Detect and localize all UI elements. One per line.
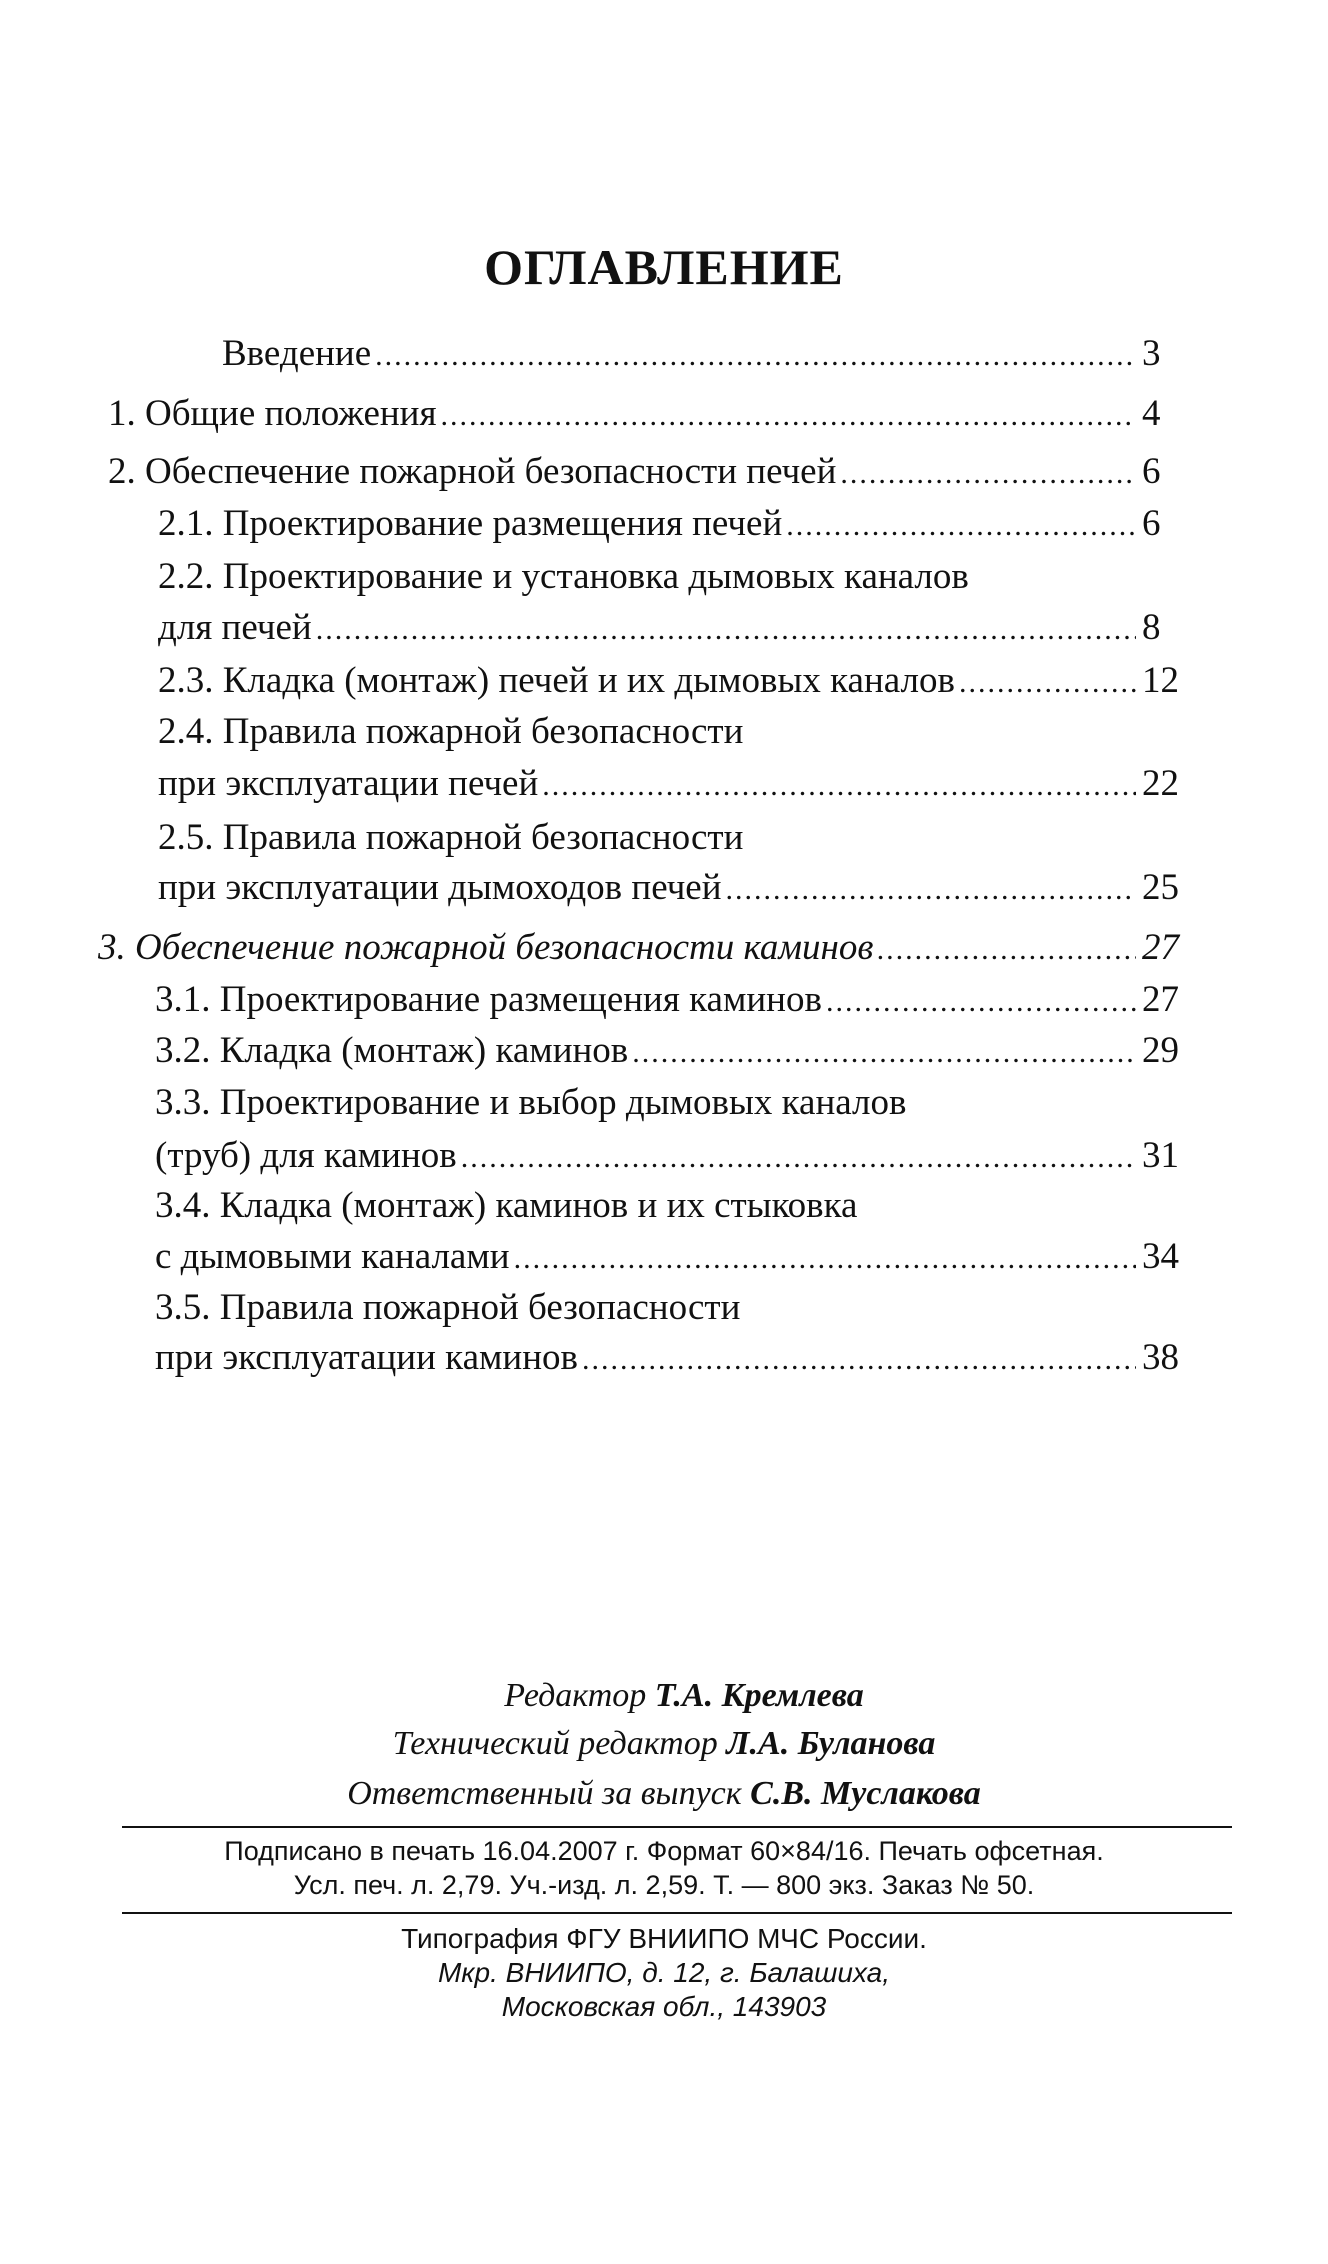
- toc-entry-1[interactable]: [108, 390, 1192, 440]
- toc-leader-dots: [316, 606, 1136, 654]
- toc-entry-2-5[interactable]: [158, 814, 1192, 862]
- toc-page-number: 22: [1142, 763, 1179, 804]
- divider-rule-bottom: [122, 1912, 1232, 1914]
- toc-entry-text: 2.1. Проектирование размещения печей: [158, 503, 783, 544]
- toc-leader-dots: [786, 502, 1136, 550]
- toc-entry-text: Введение: [222, 333, 372, 374]
- toc-page-number: 3: [1142, 333, 1161, 374]
- toc-page-number: 34: [1142, 1236, 1179, 1277]
- toc-leader-dots: [440, 392, 1136, 440]
- toc-entry-text: 2. Обеспечение пожарной безопасности печей: [108, 451, 837, 492]
- toc-page-number: 38: [1142, 1337, 1179, 1378]
- credit-role: Технический редактор: [392, 1725, 718, 1762]
- toc-leader-dots: [514, 1235, 1136, 1283]
- imprint-line-2: Усл. печ. л. 2,79. Уч.-изд. л. 2,59. Т. — 800 экз. Заказ № 50.: [293, 1870, 1035, 1900]
- toc-entry-text-continued: при эксплуатации печей: [158, 763, 539, 804]
- toc-entry-text: 3.2. Кладка (монтаж) каминов: [155, 1030, 629, 1071]
- toc-entry-3[interactable]: [98, 924, 1192, 974]
- toc-entry-text-continued: для печей: [158, 607, 312, 648]
- toc-entry-3-3-cont[interactable]: [155, 1132, 1192, 1182]
- toc-entry-text-continued: с дымовыми каналами: [155, 1236, 510, 1277]
- toc-entry-3-4[interactable]: [155, 1182, 1192, 1230]
- toc-entry-text: 3.5. Правила пожарной безопасности: [155, 1287, 741, 1328]
- toc-entry-text: 2.3. Кладка (монтаж) печей и их дымовых каналов: [158, 660, 955, 701]
- toc-entry-text: 2.5. Правила пожарной безопасности: [158, 817, 744, 858]
- toc-leader-dots: [826, 978, 1136, 1026]
- credit-name: Т.А. Кремлева: [654, 1677, 864, 1714]
- credit-tech-editor: [0, 1720, 1328, 1768]
- toc-entry-2-4-cont[interactable]: [158, 760, 1192, 810]
- printer-region: Московская обл., 143903: [501, 1991, 827, 2022]
- toc-entry-3-5[interactable]: [155, 1284, 1192, 1332]
- toc-page-number: 29: [1142, 1030, 1179, 1071]
- toc-title: ОГЛАВЛЕНИЕ: [484, 239, 844, 295]
- toc-entry-2-3[interactable]: [158, 657, 1192, 707]
- toc-page-number: 27: [1142, 927, 1179, 968]
- toc-entry-3-2[interactable]: [155, 1027, 1192, 1077]
- credit-role: Редактор: [504, 1677, 647, 1714]
- toc-entry-2-2[interactable]: [158, 553, 1192, 601]
- toc-entry-text-continued: (труб) для каминов: [155, 1135, 457, 1176]
- credit-name: С.В. Муслакова: [750, 1775, 981, 1812]
- toc-entry-text: 2.2. Проектирование и установка дымовых каналов: [158, 556, 969, 597]
- toc-entry-2-5-cont[interactable]: [158, 864, 1192, 914]
- toc-entry-3-3[interactable]: [155, 1079, 1192, 1127]
- credit-responsible: [0, 1770, 1328, 1818]
- toc-entry-text: 3. Обеспечение пожарной безопасности каминов: [98, 927, 874, 968]
- toc-page-number: 6: [1142, 451, 1161, 492]
- credit-name: Л.А. Буланова: [726, 1725, 936, 1762]
- credit-editor: [0, 1672, 1328, 1720]
- toc-page-number: 4: [1142, 393, 1161, 434]
- toc-leader-dots: [461, 1134, 1136, 1182]
- toc-entry-2-2-cont[interactable]: [158, 604, 1192, 654]
- toc-entry-3-4-cont[interactable]: [155, 1233, 1192, 1283]
- divider-rule-top: [122, 1826, 1232, 1828]
- printer-name: Типография ФГУ ВНИИПО МЧС России.: [401, 1923, 927, 1954]
- credit-role: Ответственный за выпуск: [347, 1775, 742, 1812]
- toc-page-number: 8: [1142, 607, 1161, 648]
- toc-entry-text-continued: при эксплуатации дымоходов печей: [158, 867, 722, 908]
- toc-entry-3-5-cont[interactable]: [155, 1334, 1192, 1384]
- toc-leader-dots: [375, 332, 1136, 380]
- toc-entry-text: 3.4. Кладка (монтаж) каминов и их стыковка: [155, 1185, 858, 1226]
- toc-leader-dots: [542, 762, 1136, 810]
- toc-leader-dots: [877, 926, 1136, 974]
- toc-leader-dots: [632, 1029, 1136, 1077]
- toc-leader-dots: [582, 1336, 1136, 1384]
- toc-entry-text: 2.4. Правила пожарной безопасности: [158, 711, 744, 752]
- toc-page-number: 27: [1142, 979, 1179, 1020]
- toc-page-number: 12: [1142, 660, 1179, 701]
- toc-entry-3-1[interactable]: [155, 976, 1192, 1026]
- toc-entry-2-1[interactable]: [158, 500, 1192, 550]
- toc-page-number: 31: [1142, 1135, 1179, 1176]
- imprint-line-1: Подписано в печать 16.04.2007 г. Формат 60×84/16. Печать офсетная.: [224, 1836, 1104, 1866]
- toc-entry-2-4[interactable]: [158, 708, 1192, 756]
- toc-leader-dots: [726, 866, 1136, 914]
- toc-entry-text-continued: при эксплуатации каминов: [155, 1337, 578, 1378]
- toc-page-number: 6: [1142, 503, 1161, 544]
- toc-entry-text: 3.3. Проектирование и выбор дымовых каналов: [155, 1082, 907, 1123]
- toc-entry-2[interactable]: [108, 448, 1192, 498]
- toc-entry-text: 3.1. Проектирование размещения каминов: [155, 979, 822, 1020]
- toc-entry-text: 1. Общие положения: [108, 393, 437, 434]
- printer-address: Мкр. ВНИИПО, д. 12, г. Балашиха,: [437, 1957, 891, 1988]
- toc-leader-dots: [840, 450, 1136, 498]
- toc-page-number: 25: [1142, 867, 1179, 908]
- toc-entry-introduction[interactable]: [222, 330, 1192, 380]
- toc-leader-dots: [959, 659, 1136, 707]
